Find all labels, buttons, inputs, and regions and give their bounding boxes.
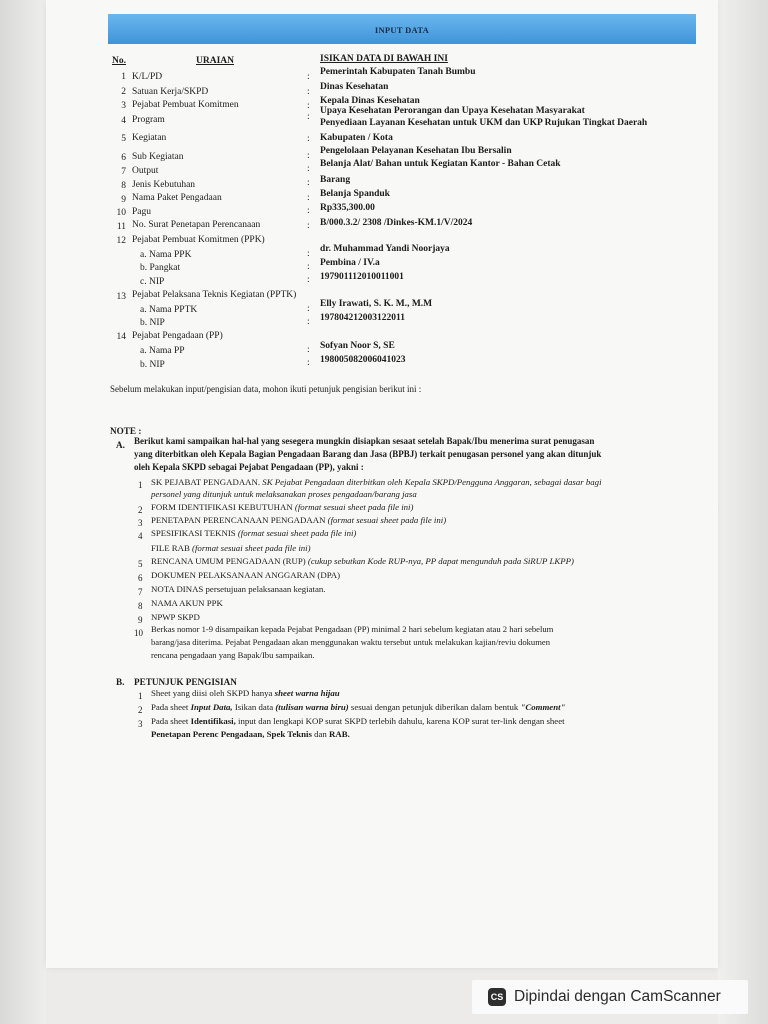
item-number: 8 — [138, 601, 143, 611]
item-number: 1 — [138, 480, 143, 490]
row-value: Elly Irawati, S. K. M., M.M — [320, 299, 433, 309]
row-sublabel: b. NIP — [140, 360, 165, 370]
colon: : — [307, 262, 310, 272]
list-item: DOKUMEN PELAKSANAAN ANGGARAN (DPA) — [151, 570, 341, 580]
list-item-continued: personel yang ditunjuk untuk melaksanakan proses pengadaan/barang jasa — [151, 489, 417, 499]
row-value: Penyediaan Layanan Kesehatan untuk UKM dan UKP Rujukan Tingkat Daerah — [320, 118, 648, 128]
camscanner-logo-icon: CS — [488, 988, 506, 1006]
item-number: 2 — [138, 705, 143, 715]
item-number: 3 — [138, 719, 143, 729]
row-value: 197901112010011001 — [320, 272, 404, 282]
colon: : — [307, 275, 310, 285]
colon: : — [307, 358, 310, 368]
list-item: SK PEJABAT PENGADAAN. SK Pejabat Pengadaan diterbitkan oleh Kepala SKPD/Pengguna Anggaran, sebagai dasar bagi — [151, 477, 602, 487]
row-number: 9 — [121, 195, 126, 205]
row-label: Satuan Kerja/SKPD — [132, 87, 209, 97]
item-number: 7 — [138, 587, 143, 597]
note-a-line: oleh Kepala SKPD sebagai Pejabat Pengadaan (PP), yakni : — [134, 462, 364, 472]
row-value: Belanja Spanduk — [320, 189, 390, 199]
row-sublabel: c. NIP — [140, 277, 165, 287]
row-label: Nama Paket Pengadaan — [132, 193, 222, 203]
row-number: 7 — [121, 167, 126, 177]
colon: : — [307, 304, 310, 314]
row-number: 10 — [116, 208, 126, 218]
row-value: 197804212003122011 — [320, 313, 405, 323]
row-label: K/L/PD — [132, 72, 163, 82]
row-sublabel: a. Nama PP — [140, 346, 185, 356]
row-number: 2 — [121, 87, 126, 97]
row-value: Belanja Alat/ Bahan untuk Kegiatan Kantor - Bahan Cetak — [320, 159, 561, 169]
item-number: 4 — [138, 531, 143, 541]
column-header-isian: ISIKAN DATA DI BAWAH INI — [320, 54, 448, 64]
camscanner-text: Dipindai dengan CamScanner — [514, 988, 721, 1005]
row-label: Program — [132, 115, 165, 125]
row-number: 12 — [116, 236, 126, 246]
row-label: Pagu — [132, 207, 151, 217]
row-sublabel: b. Pangkat — [140, 263, 181, 273]
row-number: 6 — [121, 153, 126, 163]
list-item: Sheet yang diisi oleh SKPD hanya sheet warna hijau — [151, 688, 340, 698]
note-a-line: yang diterbitkan oleh Kepala Bagian Pengadaan Barang dan Jasa (BPBJ) terkait penugasan personel yang akan ditunjuk — [134, 449, 602, 459]
row-sublabel: a. Nama PPK — [140, 250, 192, 260]
note-a-line: Berikut kami sampaikan hal-hal yang sesegera mungkin disiapkan sesaat setelah Bapak/Ibu menerima surat penugasan — [134, 436, 595, 446]
list-item: NOTA DINAS persetujuan pelaksanaan kegiatan. — [151, 584, 326, 594]
row-label: Output — [132, 166, 159, 176]
list-item: Berkas nomor 1-9 disampaikan kepada Pejabat Pengadaan (PP) minimal 2 hari sebelum kegiatan atau 2 hari sebelum — [151, 624, 554, 634]
note-title: NOTE : — [110, 426, 142, 436]
list-item: NAMA AKUN PPK — [151, 598, 223, 608]
list-item: PENETAPAN PERENCANAAN PENGADAAN (format sesuai sheet pada file ini) — [151, 515, 447, 525]
row-number: 14 — [116, 332, 126, 342]
row-value: Pengelolaan Pelayanan Kesehatan Ibu Bersalin — [320, 146, 512, 156]
item-number: 6 — [138, 573, 143, 583]
row-label: Pejabat Pembuat Komitmen (PPK) — [132, 235, 265, 245]
list-item: SPESIFIKASI TEKNIS (format sesuai sheet pada file ini) — [151, 528, 357, 538]
row-sublabel: a. Nama PPTK — [140, 305, 198, 315]
row-value-continued: Kabupaten / Kota — [320, 133, 393, 143]
intro-text: Sebelum melakukan input/pengisian data, mohon ikuti petunjuk pengisian berikut ini : — [110, 384, 422, 394]
row-number: 11 — [116, 222, 126, 232]
row-value: Kepala Dinas Kesehatan — [320, 96, 420, 106]
row-value: Sofyan Noor S, SE — [320, 341, 395, 351]
row-number: 3 — [121, 101, 126, 111]
row-value: Pemerintah Kabupaten Tanah Bumbu — [320, 67, 476, 77]
row-label: No. Surat Penetapan Perencanaan — [132, 220, 261, 230]
row-value: Pembina / IV.a — [320, 258, 380, 268]
row-value: Barang — [320, 175, 351, 185]
row-number: 1 — [121, 72, 126, 82]
colon: : — [307, 221, 310, 231]
list-item-continued: FILE RAB (format sesuai sheet pada file ini) — [151, 543, 311, 553]
item-number: 5 — [138, 559, 143, 569]
row-label: Pejabat Pembuat Komitmen — [132, 100, 239, 110]
row-value: B/000.3.2/ 2308 /Dinkes-KM.1/V/2024 — [320, 218, 473, 228]
colon: : — [307, 206, 310, 216]
list-item-continued: barang/jasa diterima. Pejabat Pengadaan akan menggunakan waktu tersebut untuk melakukan kajian/reviu dokumen — [151, 637, 551, 647]
colon: : — [307, 193, 310, 203]
section-b-title: PETUNJUK PENGISIAN — [134, 677, 237, 687]
note-a-label: A. — [116, 440, 125, 450]
colon: : — [307, 178, 310, 188]
item-number: 2 — [138, 505, 143, 515]
row-value: Upaya Kesehatan Perorangan dan Upaya Kesehatan Masyarakat — [320, 106, 585, 116]
colon: : — [307, 101, 310, 111]
colon: : — [307, 317, 310, 327]
column-header-uraian: URAIAN — [196, 56, 234, 66]
row-number: 5 — [121, 134, 126, 144]
row-label: Kegiatan — [132, 133, 167, 143]
row-value: Rp335,300.00 — [320, 203, 375, 213]
colon: : — [307, 164, 310, 174]
list-item: RENCANA UMUM PENGADAAN (RUP) (cukup sebutkan Kode RUP-nya, PP dapat mengunduh pada SiRUP LKPP) — [151, 556, 574, 566]
colon: : — [307, 72, 310, 82]
camscanner-watermark — [472, 980, 748, 1014]
column-header-no: No. — [112, 56, 126, 66]
list-item: Pada sheet Identifikasi, input dan lengkapi KOP surat SKPD terlebih dahulu, karena KOP surat ter-link dengan sheet — [151, 716, 565, 726]
colon: : — [307, 112, 310, 122]
row-label: Sub Kegiatan — [132, 152, 184, 162]
item-number: 9 — [138, 615, 143, 625]
list-item-continued: rencana pengadaan yang Bapak/Ibu sampaikan. — [151, 650, 315, 660]
list-item-continued: Penetapan Perenc Pengadaan, Spek Teknis dan RAB. — [151, 729, 350, 739]
row-value: 198005082006041023 — [320, 355, 406, 365]
row-number: 8 — [121, 181, 126, 191]
colon: : — [307, 345, 310, 355]
scan-edge-left — [0, 0, 46, 1024]
colon: : — [307, 134, 310, 144]
scan-edge-right — [718, 0, 768, 1024]
row-value: Dinas Kesehatan — [320, 82, 389, 92]
list-item: FORM IDENTIFIKASI KEBUTUHAN (format sesuai sheet pada file ini) — [151, 502, 414, 512]
colon: : — [307, 249, 310, 259]
colon: : — [307, 151, 310, 161]
section-b-label: B. — [116, 677, 125, 687]
row-label: Pejabat Pengadaan (PP) — [132, 331, 223, 341]
list-item: Pada sheet Input Data, Isikan data (tulisan warna biru) sesuai dengan petunjuk diberikan dalam bentuk "Comment" — [151, 702, 566, 712]
item-number: 10 — [134, 628, 143, 638]
colon: : — [307, 87, 310, 97]
item-number: 3 — [138, 518, 143, 528]
row-value: dr. Muhammad Yandi Noorjaya — [320, 244, 450, 254]
list-item: NPWP SKPD — [151, 612, 200, 622]
row-label: Jenis Kebutuhan — [132, 180, 196, 190]
input-data-header: INPUT DATA — [108, 14, 696, 44]
row-number: 13 — [116, 292, 126, 302]
row-sublabel: b. NIP — [140, 318, 165, 328]
item-number: 1 — [138, 691, 143, 701]
row-label: Pejabat Pelaksana Teknis Kegiatan (PPTK) — [132, 290, 297, 300]
row-number: 4 — [121, 116, 126, 126]
